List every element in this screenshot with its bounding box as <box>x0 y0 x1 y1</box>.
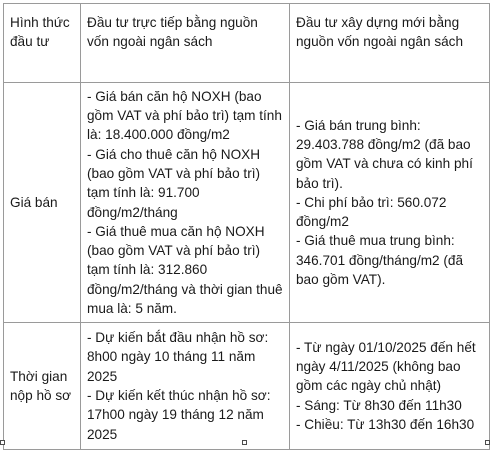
submission-new-construction-cell[interactable] <box>290 323 490 450</box>
price-new-lease-purchase-item: - Giá thuê mua trung bình: 346.701 đồng/tháng/m2 (đã bao gồm VAT). <box>296 233 464 288</box>
submission-new-morning-item: - Sáng: Từ 8h30 đến 11h30 <box>296 397 462 413</box>
resize-handle-bottom-right[interactable] <box>485 440 490 445</box>
resize-handle-bottom-center[interactable] <box>242 440 247 445</box>
housing-info-table <box>3 3 490 450</box>
row-label-price: Giá bán <box>10 194 58 210</box>
submission-direct-start-item: - Dự kiến bắt đầu nhận hồ sơ: 8h00 ngày 10 tháng 11 năm 2025 <box>87 330 269 384</box>
header-investment-form-text: Hình thức đầu tư <box>10 15 70 50</box>
price-direct-cell[interactable] <box>81 83 290 323</box>
resize-handle-bottom-left[interactable] <box>0 440 5 445</box>
header-cell-direct-investment[interactable] <box>81 4 290 83</box>
row-label-cell-price[interactable] <box>4 83 81 323</box>
header-cell-investment-form[interactable] <box>4 4 81 83</box>
price-new-average-sale-item: - Giá bán trung bình: 29.403.788 đồng/m2 (đã bao gồm VAT và chưa có kinh phí bảo trì). <box>296 117 473 191</box>
price-direct-lease-purchase-item: - Giá thuê mua căn hộ NOXH (bao gồm VAT và phí bảo trì) tạm tính là: 312.860 đồng/m2/tháng và thời gian thuê mua là: 5 năm. <box>87 223 283 316</box>
submission-new-date-range-item: - Từ ngày 01/10/2025 đến hết ngày 4/11/2025 (không bao gồm các ngày chủ nhật) <box>296 339 476 394</box>
price-direct-rent-item: - Giá cho thuê căn hộ NOXH (bao gồm VAT và phí bảo trì) tạm tính là: 91.700 đồng/m2/tháng <box>87 146 261 220</box>
row-label-submission-time: Thời gian nộp hồ sơ <box>10 368 72 403</box>
row-label-cell-submission-time[interactable] <box>4 323 81 450</box>
submission-direct-cell[interactable] <box>81 323 290 450</box>
submission-direct-end-item: - Dự kiến kết thúc nhận hồ sơ: 17h00 ngày 19 tháng 12 năm 2025 <box>87 388 271 442</box>
table-row-price <box>4 83 490 323</box>
submission-new-afternoon-item: - Chiều: Từ 13h30 đến 16h30 <box>296 416 475 432</box>
table-header-row <box>4 4 490 83</box>
price-new-maintenance-item: - Chi phí bảo trì: 560.072 đồng/m2 <box>296 194 447 230</box>
header-new-construction-text: Đầu tư xây dựng mới bằng nguồn vốn ngoài ngân sách <box>296 15 464 50</box>
price-direct-sale-item: - Giá bán căn hộ NOXH (bao gồm VAT và phí bảo trì) tạm tính là: 18.400.000 đồng/m2 <box>87 88 282 143</box>
table-row-submission-time <box>4 323 490 450</box>
header-cell-new-construction[interactable] <box>290 4 490 83</box>
price-new-construction-cell[interactable] <box>290 83 490 323</box>
header-direct-investment-text: Đầu tư trực tiếp bằng nguồn vốn ngoài ngân sách <box>87 15 258 50</box>
